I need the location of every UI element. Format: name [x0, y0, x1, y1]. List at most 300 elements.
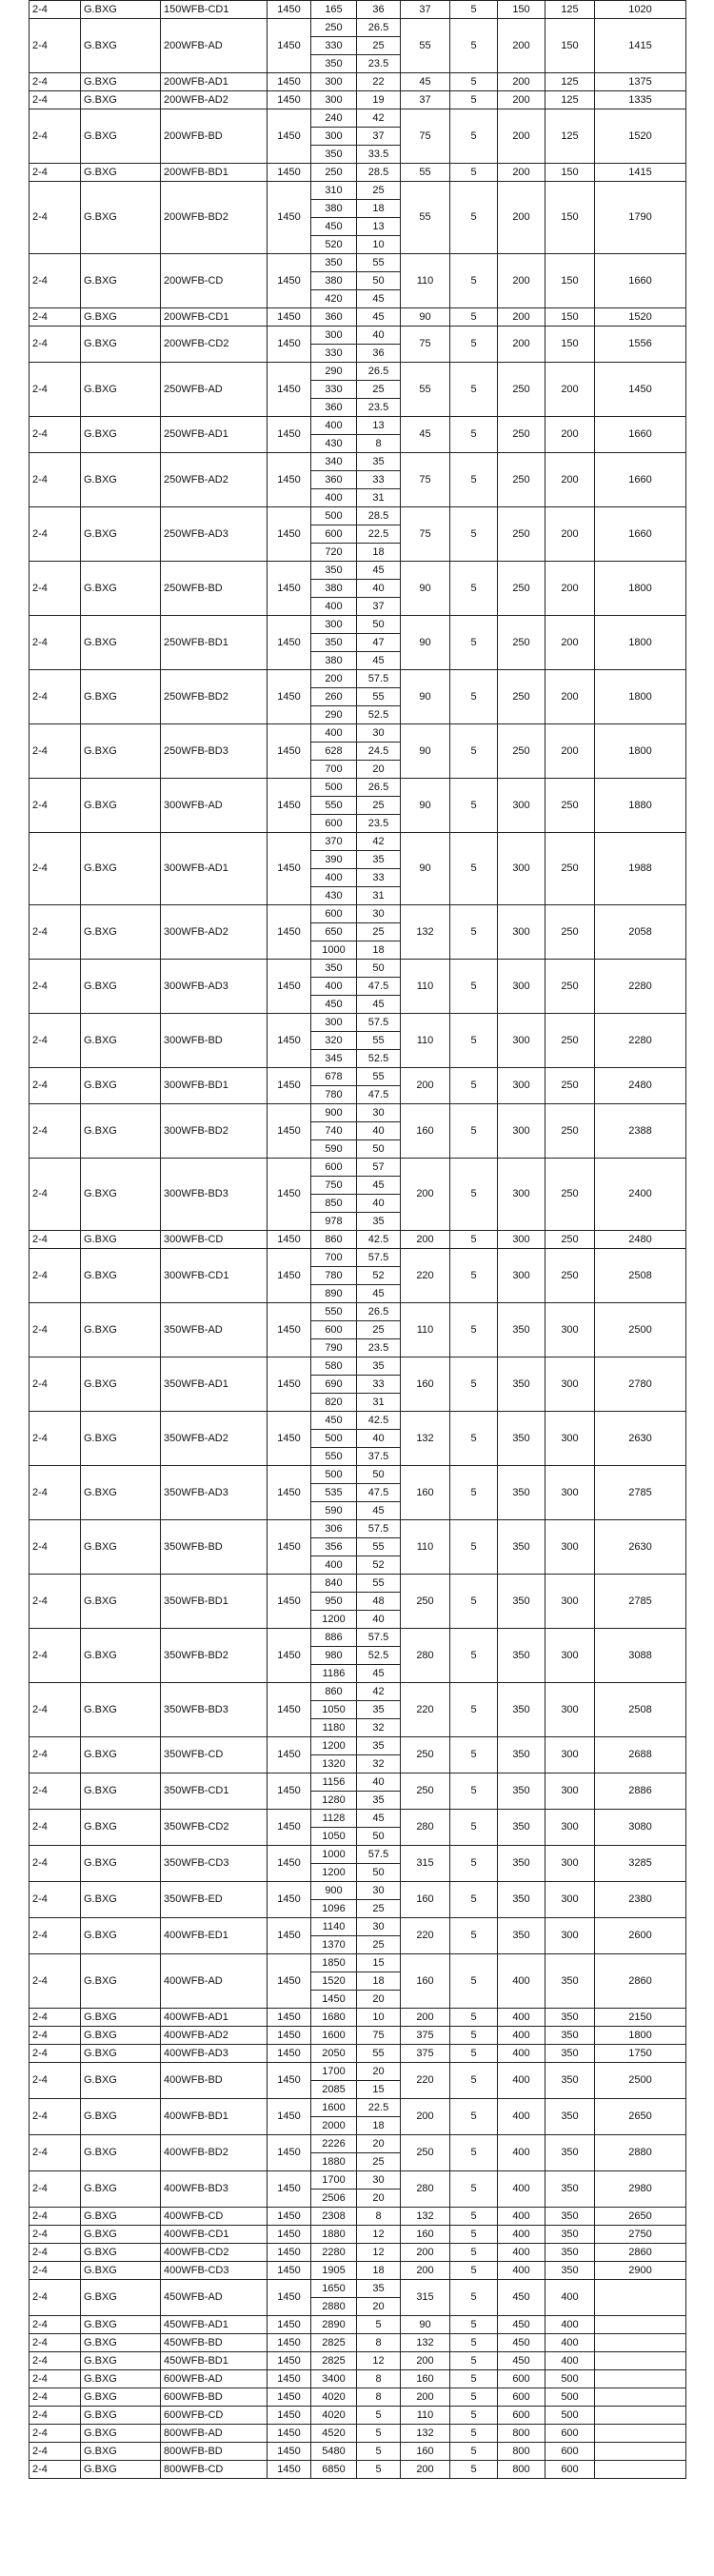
- npsh-cell: 5: [450, 182, 498, 254]
- weight-cell: 1660: [595, 507, 686, 562]
- speed-cell: 1450: [268, 91, 311, 109]
- material-cell: G.BXG: [81, 2045, 161, 2063]
- table-row: [30, 2171, 686, 2190]
- stage-cell: 2-4: [30, 109, 81, 164]
- material-cell: G.BXG: [81, 453, 161, 507]
- outlet-cell: 500: [545, 2370, 595, 2388]
- stage-cell: 2-4: [30, 2280, 81, 2316]
- weight-cell: 2860: [595, 1954, 686, 2009]
- weight-cell: 3285: [595, 1846, 686, 1882]
- outlet-cell: 400: [545, 2352, 595, 2370]
- table-row: [30, 1810, 686, 1828]
- weight-cell: 1660: [595, 417, 686, 453]
- table-row: [30, 1882, 686, 1900]
- weight-cell: [595, 2443, 686, 2461]
- speed-cell: 1450: [268, 2388, 311, 2407]
- flow-cell: 590: [311, 1502, 357, 1520]
- stage-cell: 2-4: [30, 1918, 81, 1954]
- stage-cell: 2-4: [30, 19, 81, 73]
- npsh-cell: 5: [450, 1810, 498, 1846]
- npsh-cell: 5: [450, 73, 498, 91]
- stage-cell: 2-4: [30, 1520, 81, 1575]
- table-row: [30, 1357, 686, 1376]
- npsh-cell: 5: [450, 109, 498, 164]
- material-cell: G.BXG: [81, 1846, 161, 1882]
- npsh-cell: 5: [450, 2208, 498, 2226]
- inlet-cell: 350: [498, 1918, 545, 1954]
- weight-cell: 2886: [595, 1773, 686, 1810]
- speed-cell: 1450: [268, 2461, 311, 2479]
- flow-cell: 600: [311, 525, 357, 544]
- head-cell: 5: [357, 2461, 401, 2479]
- weight-cell: 3088: [595, 1629, 686, 1683]
- weight-cell: 2500: [595, 2063, 686, 2099]
- head-cell: 28.5: [357, 164, 401, 182]
- speed-cell: 1450: [268, 1918, 311, 1954]
- model-cell: 200WFB-AD1: [161, 73, 268, 91]
- stage-cell: 2-4: [30, 73, 81, 91]
- head-cell: 20: [357, 761, 401, 779]
- head-cell: 26.5: [357, 779, 401, 797]
- npsh-cell: 5: [450, 670, 498, 724]
- speed-cell: 1450: [268, 1737, 311, 1773]
- head-cell: 5: [357, 2425, 401, 2443]
- flow-cell: 400: [311, 417, 357, 435]
- material-cell: G.BXG: [81, 2461, 161, 2479]
- head-cell: 26.5: [357, 363, 401, 381]
- inlet-cell: 250: [498, 453, 545, 507]
- weight-cell: 2650: [595, 2208, 686, 2226]
- head-cell: 42.5: [357, 1412, 401, 1430]
- stage-cell: 2-4: [30, 2171, 81, 2208]
- inlet-cell: 450: [498, 2280, 545, 2316]
- outlet-cell: 300: [545, 1737, 595, 1773]
- table-row: [30, 1737, 686, 1755]
- outlet-cell: 200: [545, 453, 595, 507]
- power-cell: 250: [401, 1773, 450, 1810]
- model-cell: 450WFB-AD: [161, 2280, 268, 2316]
- model-cell: 300WFB-AD: [161, 779, 268, 833]
- head-cell: 30: [357, 1918, 401, 1936]
- flow-cell: 300: [311, 73, 357, 91]
- head-cell: 47.5: [357, 1484, 401, 1502]
- weight-cell: 1800: [595, 2027, 686, 2045]
- flow-cell: 400: [311, 724, 357, 743]
- material-cell: G.BXG: [81, 73, 161, 91]
- weight-cell: [595, 2334, 686, 2352]
- material-cell: G.BXG: [81, 670, 161, 724]
- stage-cell: 2-4: [30, 453, 81, 507]
- flow-cell: 380: [311, 200, 357, 218]
- speed-cell: 1450: [268, 833, 311, 905]
- power-cell: 160: [401, 2443, 450, 2461]
- material-cell: G.BXG: [81, 91, 161, 109]
- head-cell: 5: [357, 2316, 401, 2334]
- model-cell: 200WFB-AD: [161, 19, 268, 73]
- npsh-cell: 5: [450, 1575, 498, 1629]
- flow-cell: 535: [311, 1484, 357, 1502]
- npsh-cell: 5: [450, 905, 498, 960]
- flow-cell: 380: [311, 652, 357, 670]
- speed-cell: 1450: [268, 1303, 311, 1357]
- inlet-cell: 350: [498, 1412, 545, 1466]
- speed-cell: 1450: [268, 2352, 311, 2370]
- head-cell: 55: [357, 2045, 401, 2063]
- flow-cell: 350: [311, 634, 357, 652]
- npsh-cell: 5: [450, 2352, 498, 2370]
- material-cell: G.BXG: [81, 1918, 161, 1954]
- material-cell: G.BXG: [81, 2352, 161, 2370]
- flow-cell: 380: [311, 272, 357, 290]
- material-cell: G.BXG: [81, 2280, 161, 2316]
- head-cell: 40: [357, 1122, 401, 1140]
- flow-cell: 1280: [311, 1792, 357, 1810]
- stage-cell: 2-4: [30, 91, 81, 109]
- head-cell: 20: [357, 1991, 401, 2009]
- material-cell: G.BXG: [81, 1231, 161, 1249]
- head-cell: 52: [357, 1267, 401, 1285]
- flow-cell: 165: [311, 1, 357, 19]
- head-cell: 45: [357, 290, 401, 308]
- inlet-cell: 300: [498, 1159, 545, 1231]
- speed-cell: 1450: [268, 724, 311, 779]
- flow-cell: 345: [311, 1050, 357, 1068]
- speed-cell: 1450: [268, 308, 311, 327]
- npsh-cell: 5: [450, 2045, 498, 2063]
- flow-cell: 1650: [311, 2280, 357, 2298]
- stage-cell: 2-4: [30, 1882, 81, 1918]
- head-cell: 13: [357, 417, 401, 435]
- npsh-cell: 5: [450, 507, 498, 562]
- npsh-cell: 5: [450, 1, 498, 19]
- inlet-cell: 600: [498, 2407, 545, 2425]
- head-cell: 42: [357, 109, 401, 128]
- table-row: [30, 1068, 686, 1086]
- inlet-cell: 200: [498, 109, 545, 164]
- stage-cell: 2-4: [30, 2009, 81, 2027]
- speed-cell: 1450: [268, 670, 311, 724]
- flow-cell: 840: [311, 1575, 357, 1593]
- head-cell: 8: [357, 2388, 401, 2407]
- model-cell: 350WFB-AD2: [161, 1412, 268, 1466]
- head-cell: 36: [357, 1, 401, 19]
- flow-cell: 240: [311, 109, 357, 128]
- inlet-cell: 250: [498, 724, 545, 779]
- table-row: [30, 2407, 686, 2425]
- npsh-cell: 5: [450, 1466, 498, 1520]
- weight-cell: 2508: [595, 1683, 686, 1737]
- flow-cell: 3400: [311, 2370, 357, 2388]
- inlet-cell: 400: [498, 2171, 545, 2208]
- table-row: [30, 254, 686, 272]
- outlet-cell: 600: [545, 2443, 595, 2461]
- flow-cell: 350: [311, 562, 357, 580]
- material-cell: G.BXG: [81, 1810, 161, 1846]
- table-row: [30, 507, 686, 525]
- outlet-cell: 200: [545, 724, 595, 779]
- model-cell: 350WFB-ED: [161, 1882, 268, 1918]
- stage-cell: 2-4: [30, 1575, 81, 1629]
- weight-cell: 1520: [595, 308, 686, 327]
- inlet-cell: 400: [498, 2063, 545, 2099]
- flow-cell: 360: [311, 471, 357, 489]
- inlet-cell: 350: [498, 1683, 545, 1737]
- head-cell: 20: [357, 2190, 401, 2208]
- material-cell: G.BXG: [81, 2407, 161, 2425]
- head-cell: 50: [357, 1466, 401, 1484]
- speed-cell: 1450: [268, 73, 311, 91]
- head-cell: 25: [357, 381, 401, 399]
- outlet-cell: 125: [545, 109, 595, 164]
- npsh-cell: 5: [450, 1231, 498, 1249]
- flow-cell: 320: [311, 1032, 357, 1050]
- weight-cell: 2508: [595, 1249, 686, 1303]
- outlet-cell: 400: [545, 2316, 595, 2334]
- flow-cell: 1905: [311, 2262, 357, 2280]
- model-cell: 350WFB-BD: [161, 1520, 268, 1575]
- weight-cell: 2280: [595, 1014, 686, 1068]
- material-cell: G.BXG: [81, 164, 161, 182]
- power-cell: 90: [401, 670, 450, 724]
- power-cell: 280: [401, 1629, 450, 1683]
- head-cell: 33.5: [357, 146, 401, 164]
- head-cell: 18: [357, 2262, 401, 2280]
- flow-cell: 350: [311, 960, 357, 978]
- material-cell: G.BXG: [81, 1520, 161, 1575]
- outlet-cell: 600: [545, 2461, 595, 2479]
- model-cell: 250WFB-BD2: [161, 670, 268, 724]
- outlet-cell: 300: [545, 1520, 595, 1575]
- flow-cell: 200: [311, 670, 357, 688]
- head-cell: 40: [357, 1611, 401, 1629]
- weight-cell: 2785: [595, 1575, 686, 1629]
- table-row: [30, 2135, 686, 2153]
- head-cell: 31: [357, 489, 401, 507]
- head-cell: 25: [357, 923, 401, 941]
- table-row: [30, 2443, 686, 2461]
- flow-cell: 1050: [311, 1828, 357, 1846]
- model-cell: 400WFB-CD: [161, 2208, 268, 2226]
- flow-cell: 500: [311, 507, 357, 525]
- head-cell: 31: [357, 1394, 401, 1412]
- flow-cell: 886: [311, 1629, 357, 1647]
- flow-cell: 1370: [311, 1936, 357, 1954]
- material-cell: G.BXG: [81, 1954, 161, 2009]
- stage-cell: 2-4: [30, 2443, 81, 2461]
- model-cell: 300WFB-AD2: [161, 905, 268, 960]
- material-cell: G.BXG: [81, 1737, 161, 1773]
- speed-cell: 1450: [268, 1846, 311, 1882]
- outlet-cell: 200: [545, 417, 595, 453]
- npsh-cell: 5: [450, 2171, 498, 2208]
- head-cell: 18: [357, 544, 401, 562]
- outlet-cell: 300: [545, 1683, 595, 1737]
- head-cell: 50: [357, 1828, 401, 1846]
- head-cell: 25: [357, 797, 401, 815]
- flow-cell: 400: [311, 598, 357, 616]
- pump-spec-table-body: [30, 1, 686, 2479]
- model-cell: 400WFB-BD1: [161, 2099, 268, 2135]
- inlet-cell: 300: [498, 960, 545, 1014]
- weight-cell: 1988: [595, 833, 686, 905]
- outlet-cell: 300: [545, 1846, 595, 1882]
- head-cell: 12: [357, 2244, 401, 2262]
- head-cell: 57: [357, 1159, 401, 1177]
- inlet-cell: 400: [498, 2027, 545, 2045]
- npsh-cell: 5: [450, 1629, 498, 1683]
- table-row: [30, 417, 686, 435]
- flow-cell: 678: [311, 1068, 357, 1086]
- head-cell: 57.5: [357, 1014, 401, 1032]
- speed-cell: 1450: [268, 2171, 311, 2208]
- outlet-cell: 200: [545, 670, 595, 724]
- power-cell: 37: [401, 91, 450, 109]
- table-row: [30, 1629, 686, 1647]
- outlet-cell: 250: [545, 1068, 595, 1104]
- npsh-cell: 5: [450, 2443, 498, 2461]
- table-row: [30, 1466, 686, 1484]
- outlet-cell: 125: [545, 73, 595, 91]
- flow-cell: 390: [311, 851, 357, 869]
- inlet-cell: 200: [498, 164, 545, 182]
- inlet-cell: 300: [498, 905, 545, 960]
- model-cell: 250WFB-AD1: [161, 417, 268, 453]
- weight-cell: 1800: [595, 724, 686, 779]
- flow-cell: 890: [311, 1285, 357, 1303]
- head-cell: 45: [357, 1665, 401, 1683]
- flow-cell: 430: [311, 887, 357, 905]
- inlet-cell: 350: [498, 1575, 545, 1629]
- npsh-cell: 5: [450, 779, 498, 833]
- flow-cell: 300: [311, 327, 357, 345]
- speed-cell: 1450: [268, 2334, 311, 2352]
- power-cell: 200: [401, 2009, 450, 2027]
- flow-cell: 650: [311, 923, 357, 941]
- inlet-cell: 400: [498, 1954, 545, 2009]
- flow-cell: 1320: [311, 1755, 357, 1773]
- material-cell: G.BXG: [81, 1104, 161, 1159]
- inlet-cell: 800: [498, 2425, 545, 2443]
- inlet-cell: 250: [498, 616, 545, 670]
- material-cell: G.BXG: [81, 1357, 161, 1412]
- weight-cell: 1660: [595, 254, 686, 308]
- outlet-cell: 600: [545, 2425, 595, 2443]
- inlet-cell: 300: [498, 1231, 545, 1249]
- stage-cell: 2-4: [30, 1357, 81, 1412]
- model-cell: 800WFB-CD: [161, 2461, 268, 2479]
- outlet-cell: 350: [545, 2262, 595, 2280]
- head-cell: 50: [357, 960, 401, 978]
- material-cell: G.BXG: [81, 2388, 161, 2407]
- outlet-cell: 250: [545, 1014, 595, 1068]
- stage-cell: 2-4: [30, 616, 81, 670]
- npsh-cell: 5: [450, 724, 498, 779]
- head-cell: 8: [357, 435, 401, 453]
- stage-cell: 2-4: [30, 2226, 81, 2244]
- table-row: [30, 833, 686, 851]
- flow-cell: 978: [311, 1213, 357, 1231]
- speed-cell: 1450: [268, 1412, 311, 1466]
- npsh-cell: 5: [450, 1357, 498, 1412]
- power-cell: 200: [401, 2388, 450, 2407]
- outlet-cell: 500: [545, 2388, 595, 2407]
- outlet-cell: 200: [545, 507, 595, 562]
- table-row: [30, 1575, 686, 1593]
- model-cell: 400WFB-BD2: [161, 2135, 268, 2171]
- npsh-cell: 5: [450, 2226, 498, 2244]
- head-cell: 52.5: [357, 706, 401, 724]
- inlet-cell: 250: [498, 363, 545, 417]
- head-cell: 33: [357, 869, 401, 887]
- model-cell: 150WFB-CD1: [161, 1, 268, 19]
- outlet-cell: 200: [545, 363, 595, 417]
- head-cell: 50: [357, 272, 401, 290]
- model-cell: 250WFB-AD3: [161, 507, 268, 562]
- flow-cell: 350: [311, 55, 357, 73]
- head-cell: 35: [357, 851, 401, 869]
- head-cell: 48: [357, 1593, 401, 1611]
- stage-cell: 2-4: [30, 164, 81, 182]
- model-cell: 350WFB-AD1: [161, 1357, 268, 1412]
- power-cell: 375: [401, 2027, 450, 2045]
- material-cell: G.BXG: [81, 308, 161, 327]
- speed-cell: 1450: [268, 2009, 311, 2027]
- flow-cell: 550: [311, 1303, 357, 1321]
- outlet-cell: 300: [545, 1629, 595, 1683]
- weight-cell: 2480: [595, 1068, 686, 1104]
- weight-cell: [595, 2407, 686, 2425]
- power-cell: 55: [401, 19, 450, 73]
- speed-cell: 1450: [268, 562, 311, 616]
- table-row: [30, 1846, 686, 1864]
- weight-cell: 2600: [595, 1918, 686, 1954]
- table-row: [30, 2352, 686, 2370]
- model-cell: 200WFB-CD2: [161, 327, 268, 363]
- flow-cell: 550: [311, 797, 357, 815]
- npsh-cell: 5: [450, 91, 498, 109]
- model-cell: 200WFB-BD2: [161, 182, 268, 254]
- speed-cell: 1450: [268, 905, 311, 960]
- flow-cell: 2890: [311, 2316, 357, 2334]
- flow-cell: 450: [311, 1412, 357, 1430]
- stage-cell: 2-4: [30, 182, 81, 254]
- power-cell: 250: [401, 1575, 450, 1629]
- power-cell: 200: [401, 2244, 450, 2262]
- inlet-cell: 200: [498, 327, 545, 363]
- material-cell: G.BXG: [81, 2135, 161, 2171]
- material-cell: G.BXG: [81, 1159, 161, 1231]
- material-cell: G.BXG: [81, 616, 161, 670]
- inlet-cell: 200: [498, 254, 545, 308]
- flow-cell: 2825: [311, 2352, 357, 2370]
- inlet-cell: 350: [498, 1773, 545, 1810]
- material-cell: G.BXG: [81, 363, 161, 417]
- stage-cell: 2-4: [30, 905, 81, 960]
- power-cell: 45: [401, 417, 450, 453]
- model-cell: 300WFB-BD: [161, 1014, 268, 1068]
- material-cell: G.BXG: [81, 833, 161, 905]
- outlet-cell: 250: [545, 905, 595, 960]
- npsh-cell: 5: [450, 1068, 498, 1104]
- stage-cell: 2-4: [30, 1014, 81, 1068]
- head-cell: 26.5: [357, 1303, 401, 1321]
- speed-cell: 1450: [268, 1249, 311, 1303]
- head-cell: 42.5: [357, 1231, 401, 1249]
- weight-cell: 2650: [595, 2099, 686, 2135]
- outlet-cell: 200: [545, 616, 595, 670]
- inlet-cell: 400: [498, 2045, 545, 2063]
- model-cell: 300WFB-BD1: [161, 1068, 268, 1104]
